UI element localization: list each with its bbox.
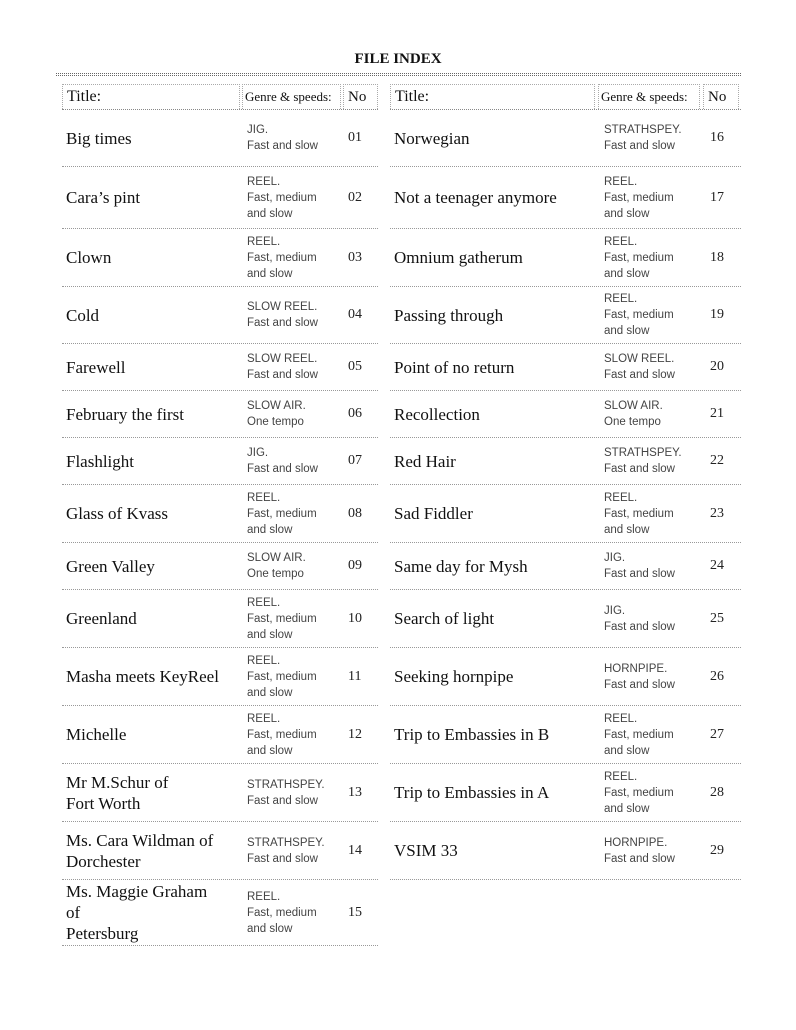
tune-title-text: Masha meets KeyReel <box>66 667 219 686</box>
tune-genre: REEL. <box>247 491 281 504</box>
header-title: Title: <box>390 84 595 109</box>
tune-title <box>66 706 242 763</box>
tune-title <box>394 590 598 647</box>
tune-number: 19 <box>710 307 724 322</box>
tune-title <box>66 438 242 484</box>
list-item <box>390 822 741 880</box>
list-item <box>390 167 741 229</box>
tune-title-text: Red Hair <box>394 451 456 471</box>
tune-title <box>66 110 242 166</box>
tune-title-text: Not a teenager anymore <box>394 188 557 207</box>
list-item <box>390 648 741 706</box>
tune-title-text: Cold <box>66 305 100 325</box>
list-item <box>62 590 378 648</box>
tune-genre-speeds <box>247 391 341 437</box>
tune-title <box>394 391 598 437</box>
tune-number: 17 <box>710 189 724 205</box>
tune-number: 08 <box>348 505 362 521</box>
tune-genre-speeds <box>604 706 700 763</box>
tune-speeds: Fast and slow <box>247 794 318 807</box>
tune-genre-speeds <box>247 706 341 763</box>
tune-number: 20 <box>710 359 724 374</box>
tune-speeds: One tempo <box>247 416 304 428</box>
tune-genre-speeds <box>604 438 700 484</box>
tune-genre-speeds <box>247 485 341 542</box>
tune-number: 03 <box>348 249 362 265</box>
tune-number: 23 <box>710 505 724 521</box>
tune-title-text: February the first <box>66 404 185 424</box>
tune-speeds: Fast and slow <box>247 369 318 381</box>
tune-genre: SLOW REEL. <box>247 353 318 365</box>
tune-title-text: Sad Fiddler <box>394 504 473 523</box>
tune-number: 18 <box>710 249 724 265</box>
header-no: No <box>343 84 378 109</box>
tune-title-text: Cara’s pint <box>66 188 141 207</box>
tune-speeds: Fast, medium and slow <box>247 191 317 220</box>
tune-genre: REEL. <box>604 235 638 248</box>
tune-title <box>66 880 242 945</box>
tune-speeds: Fast, medium and slow <box>247 251 317 280</box>
tune-genre-speeds <box>604 167 700 228</box>
tune-speeds: One tempo <box>247 568 304 580</box>
tune-title-text: Same day for Mysh <box>394 556 528 576</box>
tune-number: 01 <box>348 130 362 145</box>
tune-title-text: Flashlight <box>66 451 135 471</box>
tune-title <box>66 543 242 589</box>
tune-genre: JIG. <box>247 447 269 459</box>
tune-title <box>66 764 242 821</box>
tune-speeds: Fast and slow <box>604 568 675 580</box>
tune-title-text: Farewell <box>66 357 126 377</box>
tune-genre-speeds <box>247 880 341 945</box>
tune-number: 26 <box>710 668 724 684</box>
tune-number: 16 <box>710 130 724 145</box>
tune-speeds: Fast, medium and slow <box>247 670 317 699</box>
tune-genre: JIG. <box>604 604 626 617</box>
index-column-right <box>390 84 741 880</box>
tune-title-text: Ms. Maggie Graham of Petersburg <box>66 882 208 943</box>
tune-speeds: Fast and slow <box>604 620 675 633</box>
tune-title-text: Passing through <box>394 305 504 325</box>
column-header <box>62 84 378 110</box>
tune-title <box>66 590 242 647</box>
tune-speeds: Fast, medium and slow <box>604 728 674 757</box>
tune-number: 11 <box>348 668 362 684</box>
tune-title-text: Green Valley <box>66 556 155 576</box>
tune-speeds: Fast and slow <box>247 140 318 152</box>
tune-genre: SLOW REEL. <box>247 301 318 313</box>
tune-speeds: One tempo <box>604 416 661 428</box>
tune-title <box>394 706 598 763</box>
tune-number: 29 <box>710 842 724 858</box>
tune-title <box>394 438 598 484</box>
list-item <box>390 229 741 287</box>
tune-genre: STRATHSPEY. <box>247 778 325 791</box>
tune-speeds: Fast, medium and slow <box>604 309 674 337</box>
tune-genre-speeds <box>604 344 700 390</box>
index-rows-right <box>390 110 741 880</box>
tune-title <box>394 543 598 589</box>
tune-genre: REEL. <box>604 770 638 783</box>
tune-title <box>66 485 242 542</box>
tune-genre-speeds <box>604 764 700 821</box>
tune-title-text: Search of light <box>394 609 495 628</box>
tune-genre: REEL. <box>604 293 638 305</box>
tune-number: 27 <box>710 726 724 742</box>
list-item <box>390 391 741 438</box>
tune-title <box>66 822 242 879</box>
tune-title-text: Norwegian <box>394 128 470 148</box>
list-item <box>62 880 378 946</box>
list-item <box>62 822 378 880</box>
tune-speeds: Fast and slow <box>247 852 318 865</box>
tune-title-text: Michelle <box>66 725 127 744</box>
tune-title <box>394 822 598 879</box>
tune-title <box>394 485 598 542</box>
list-item <box>390 706 741 764</box>
header-title: Title: <box>62 84 240 109</box>
tune-title <box>394 764 598 821</box>
tune-genre-speeds <box>247 344 341 390</box>
tune-speeds: Fast and slow <box>247 317 318 329</box>
column-header <box>390 84 741 110</box>
list-item <box>390 590 741 648</box>
tune-title-text: Big times <box>66 128 132 148</box>
tune-genre: STRATHSPEY. <box>247 836 325 849</box>
tune-title <box>394 110 598 166</box>
tune-speeds: Fast, medium and slow <box>604 507 674 536</box>
tune-genre: REEL. <box>247 890 281 903</box>
tune-title <box>66 344 242 390</box>
tune-title <box>66 167 242 228</box>
list-item <box>62 764 378 822</box>
tune-title <box>66 648 242 705</box>
tune-title <box>394 344 598 390</box>
tune-title <box>394 229 598 286</box>
list-item <box>62 167 378 229</box>
list-item <box>62 438 378 485</box>
tune-title-text: Glass of Kvass <box>66 504 168 523</box>
list-item <box>390 287 741 344</box>
list-item <box>390 344 741 391</box>
tune-speeds: Fast, medium and slow <box>247 728 317 757</box>
tune-title-text: Point of no return <box>394 357 515 377</box>
list-item <box>390 110 741 167</box>
tune-title <box>394 167 598 228</box>
tune-speeds: Fast and slow <box>604 678 675 691</box>
tune-title-text: Ms. Cara Wildman of Dorchester <box>66 830 214 871</box>
tune-speeds: Fast, medium and slow <box>247 906 317 935</box>
list-item <box>390 485 741 543</box>
list-item <box>390 438 741 485</box>
tune-genre-speeds <box>604 590 700 647</box>
tune-speeds: Fast, medium and slow <box>247 612 317 641</box>
tune-genre: SLOW AIR. <box>604 400 663 412</box>
tune-genre-speeds <box>247 438 341 484</box>
tune-genre-speeds <box>247 167 341 228</box>
header-genre: Genre & speeds: <box>242 84 341 109</box>
tune-genre-speeds <box>247 287 341 343</box>
tune-genre: STRATHSPEY. <box>604 447 682 459</box>
tune-genre-speeds <box>247 110 341 166</box>
tune-genre: REEL. <box>247 235 281 248</box>
page-title: FILE INDEX <box>354 51 442 67</box>
tune-speeds: Fast and slow <box>604 463 675 475</box>
list-item <box>62 706 378 764</box>
tune-genre-speeds <box>247 543 341 589</box>
tune-number: 05 <box>348 359 362 374</box>
tune-genre-speeds <box>604 822 700 879</box>
tune-genre: HORNPIPE. <box>604 662 668 675</box>
tune-genre-speeds <box>604 543 700 589</box>
tune-genre-speeds <box>604 391 700 437</box>
tune-genre: HORNPIPE. <box>604 836 668 849</box>
list-item <box>62 110 378 167</box>
tune-genre-speeds <box>604 287 700 343</box>
tune-genre-speeds <box>247 648 341 705</box>
list-item <box>390 764 741 822</box>
tune-genre: SLOW AIR. <box>247 400 306 412</box>
tune-genre-speeds <box>247 764 341 821</box>
list-item <box>62 344 378 391</box>
tune-number: 12 <box>348 726 362 742</box>
tune-number: 09 <box>348 558 362 573</box>
tune-genre-speeds <box>247 229 341 286</box>
title-divider <box>56 73 741 74</box>
tune-number: 22 <box>710 453 724 468</box>
tune-genre: REEL. <box>247 175 281 188</box>
list-item <box>62 485 378 543</box>
tune-genre: SLOW AIR. <box>247 552 306 564</box>
tune-title-text: Recollection <box>394 404 480 424</box>
tune-genre: JIG. <box>247 124 269 136</box>
tune-number: 24 <box>710 558 724 573</box>
tune-genre-speeds <box>604 229 700 286</box>
tune-title-text: Greenland <box>66 609 137 628</box>
title-divider <box>56 75 741 76</box>
tune-speeds: Fast and slow <box>604 852 675 865</box>
tune-number: 25 <box>710 610 724 626</box>
tune-title-text: Omnium gatherum <box>394 248 523 267</box>
tune-number: 07 <box>348 453 362 468</box>
tune-genre-speeds <box>604 485 700 542</box>
tune-speeds: Fast, medium and slow <box>604 191 674 220</box>
header-genre: Genre & speeds: <box>598 84 700 109</box>
tune-number: 04 <box>348 307 362 322</box>
tune-title <box>66 287 242 343</box>
tune-title-text: Mr M.Schur of Fort Worth <box>66 772 169 813</box>
tune-genre: REEL. <box>604 491 638 504</box>
list-item <box>62 543 378 590</box>
tune-genre: REEL. <box>247 712 281 725</box>
tune-genre: SLOW REEL. <box>604 353 675 365</box>
tune-speeds: Fast, medium and slow <box>604 786 674 815</box>
tune-genre-speeds <box>604 648 700 705</box>
tune-number: 28 <box>710 784 724 800</box>
tune-genre-speeds <box>604 110 700 166</box>
tune-number: 15 <box>348 904 362 920</box>
tune-title <box>394 648 598 705</box>
tune-speeds: Fast and slow <box>604 369 675 381</box>
tune-title <box>66 391 242 437</box>
tune-speeds: Fast, medium and slow <box>604 251 674 280</box>
tune-number: 13 <box>348 784 362 800</box>
tune-title-text: VSIM 33 <box>394 841 458 860</box>
tune-genre-speeds <box>247 822 341 879</box>
list-item <box>62 287 378 344</box>
tune-number: 02 <box>348 189 362 205</box>
tune-title-text: Clown <box>66 248 112 267</box>
list-item <box>62 229 378 287</box>
tune-genre: REEL. <box>604 712 638 725</box>
tune-genre: JIG. <box>604 552 626 564</box>
tune-genre: STRATHSPEY. <box>604 124 682 136</box>
tune-genre: REEL. <box>247 596 281 609</box>
list-item <box>62 391 378 438</box>
tune-speeds: Fast and slow <box>247 463 318 475</box>
index-rows-left <box>62 110 378 946</box>
tune-genre-speeds <box>247 590 341 647</box>
tune-speeds: Fast, medium and slow <box>247 507 317 536</box>
list-item <box>390 543 741 590</box>
tune-speeds: Fast and slow <box>604 140 675 152</box>
tune-title-text: Trip to Embassies in A <box>394 783 550 802</box>
tune-number: 10 <box>348 610 362 626</box>
tune-number: 06 <box>348 406 362 421</box>
tune-title <box>66 229 242 286</box>
list-item <box>62 648 378 706</box>
tune-title <box>394 287 598 343</box>
tune-number: 21 <box>710 406 724 421</box>
header-no: No <box>703 84 739 109</box>
tune-title-text: Seeking hornpipe <box>394 667 514 686</box>
tune-number: 14 <box>348 842 362 858</box>
tune-title-text: Trip to Embassies in B <box>394 725 550 744</box>
tune-genre: REEL. <box>247 654 281 667</box>
index-column-left <box>62 84 378 946</box>
tune-genre: REEL. <box>604 175 638 188</box>
